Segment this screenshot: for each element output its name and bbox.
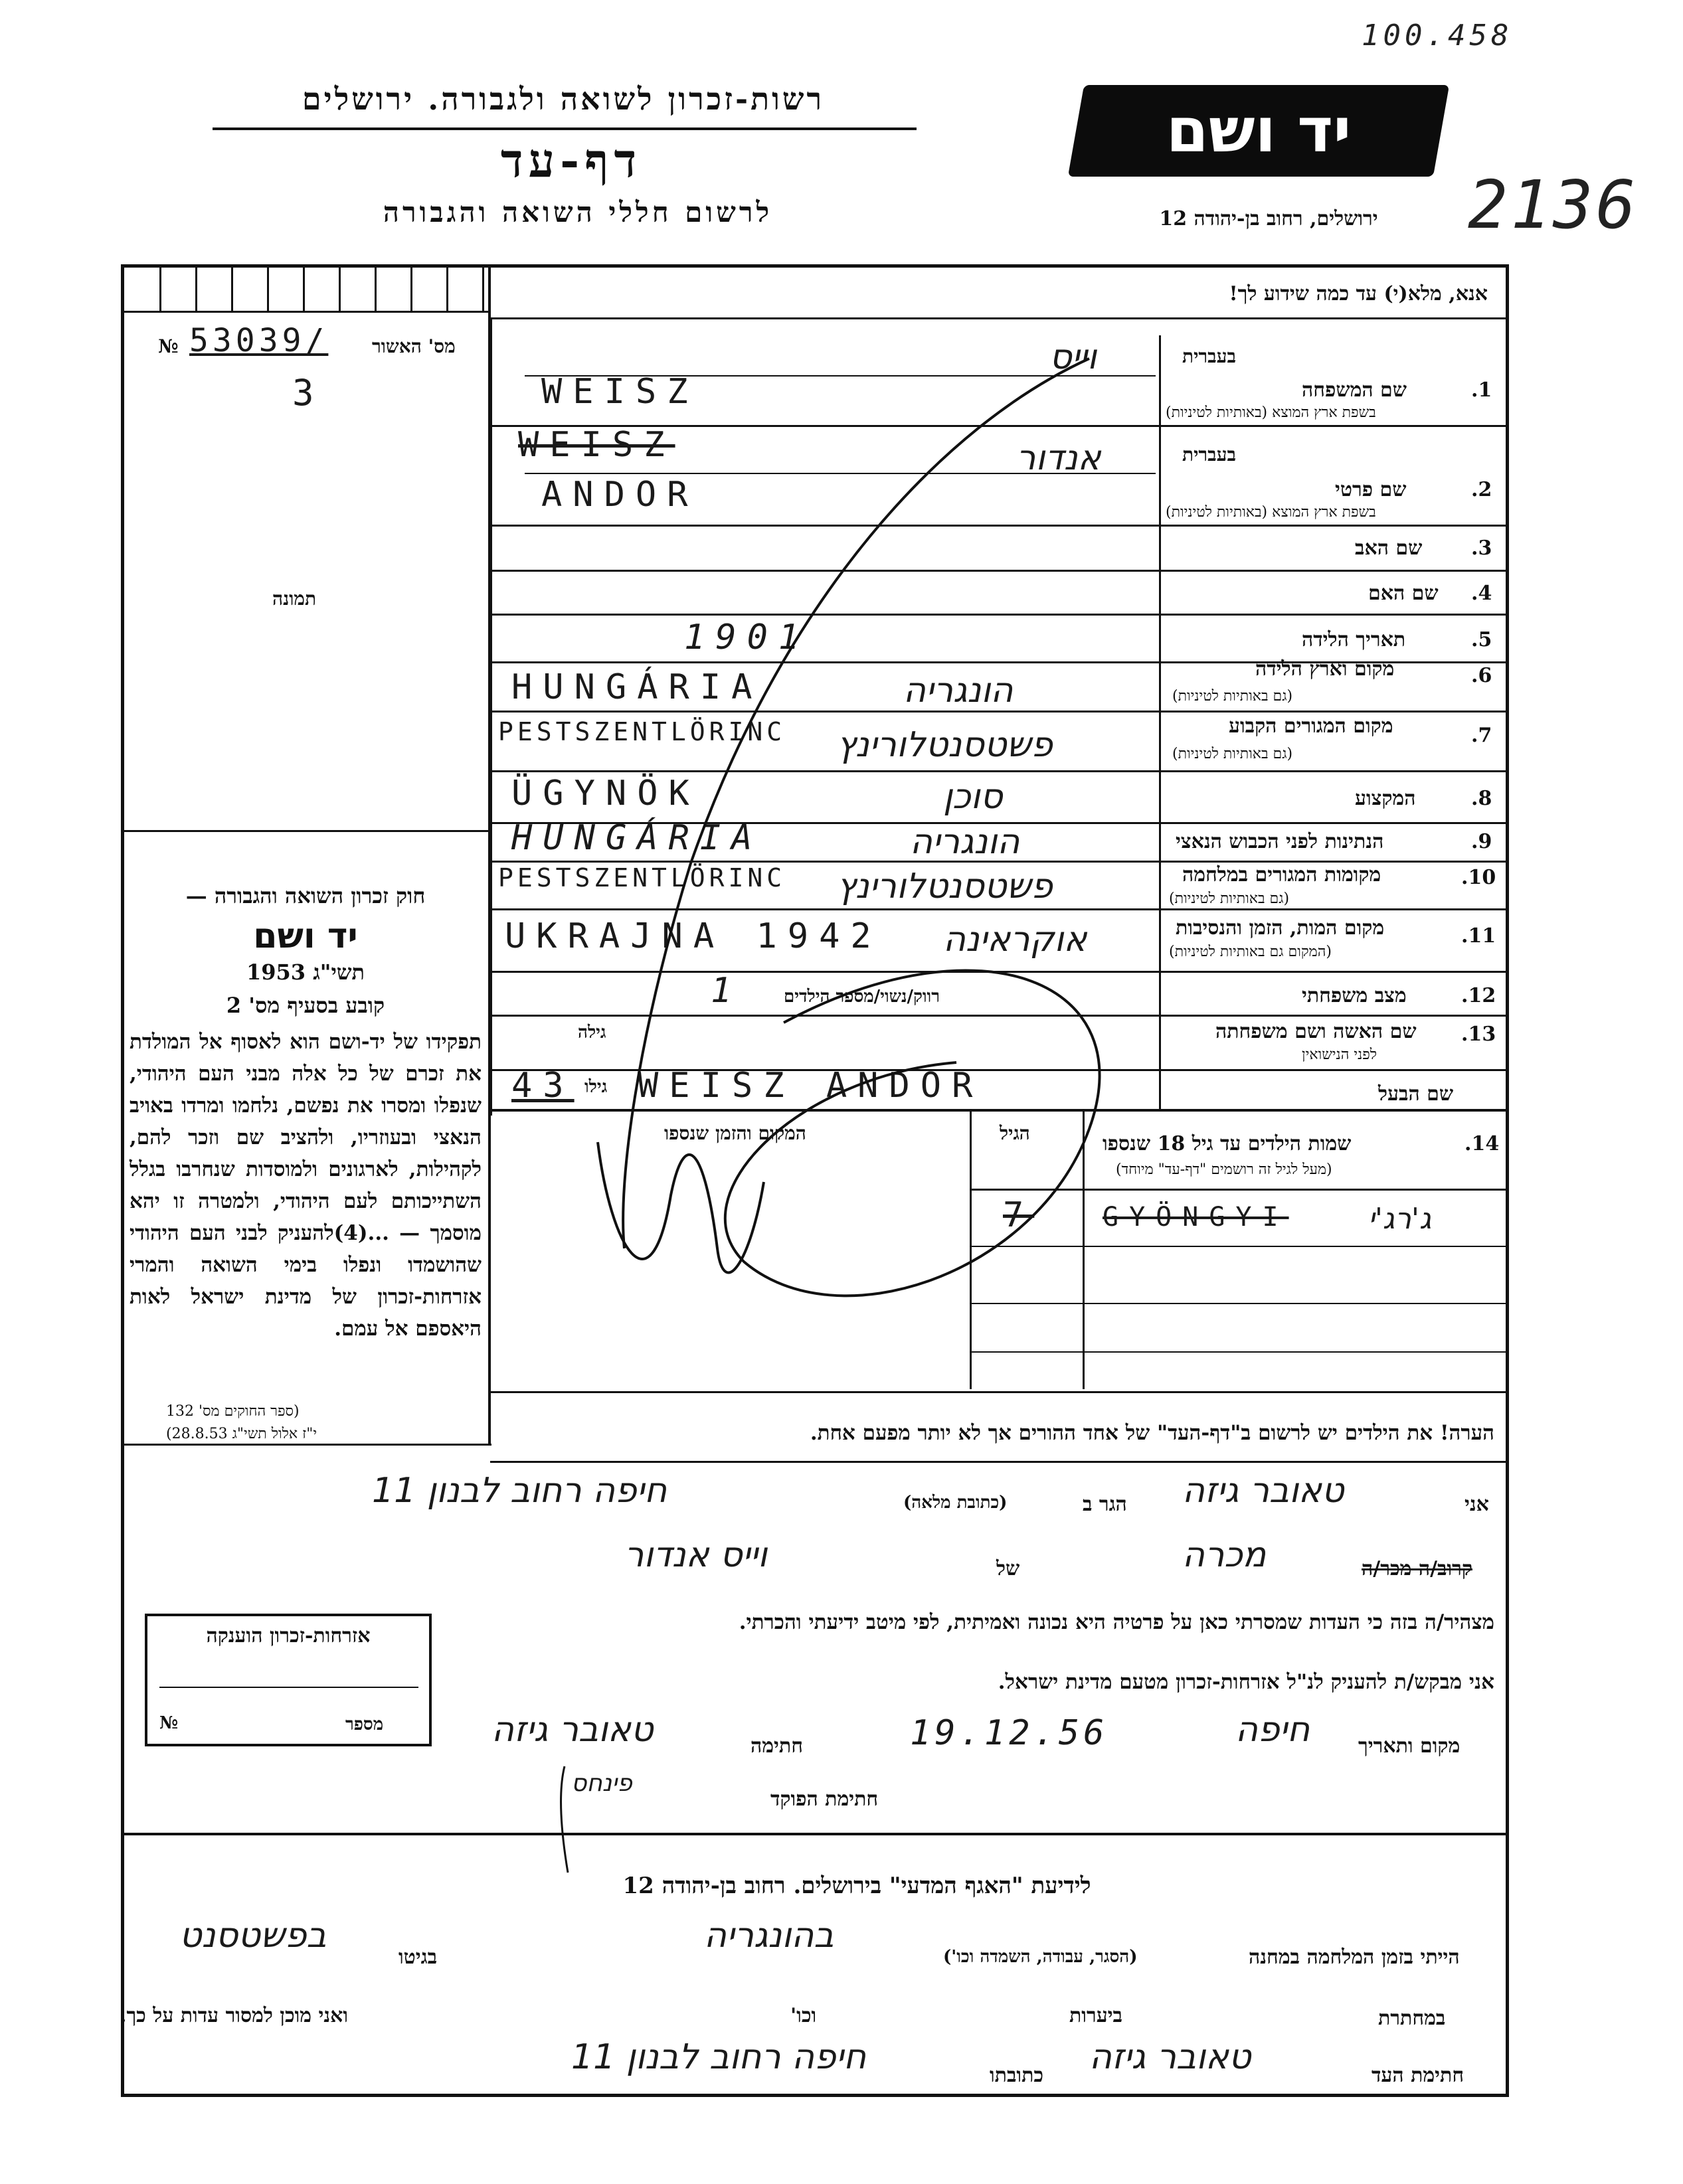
field-11-sub: (המקום גם באותיות לטיניות) xyxy=(1169,944,1332,960)
camp-value: בהונגריה xyxy=(704,1916,834,1956)
logo-text: יד ושם xyxy=(1166,95,1352,166)
wife-age-label: גילה xyxy=(578,1023,606,1043)
ghetto-label: בגיטו xyxy=(399,1946,438,1969)
official-signature: פינחס xyxy=(571,1770,632,1797)
decl-full-address: (כתובת מלאה) xyxy=(903,1493,1008,1513)
decl-place-date-label: מקום ותאריך xyxy=(1358,1734,1461,1758)
field-12-value: 1 xyxy=(711,971,743,1011)
citizenship-title: אזרחות-זכרון הוענקה xyxy=(206,1624,371,1647)
decl-address: חיפה רחוב לבנון 11 xyxy=(372,1471,667,1511)
approval-no: № xyxy=(158,335,179,357)
form-title: דף-עד xyxy=(500,133,642,188)
field-8-label: המקצוע xyxy=(1355,787,1416,810)
field-2-value-he: אנדור xyxy=(1016,438,1101,478)
field-5-num: 5. xyxy=(1471,628,1492,651)
approval-label: מס' האשור xyxy=(372,335,456,357)
field-11-num: 11. xyxy=(1461,924,1496,948)
handwritten-number: 2136 xyxy=(1468,166,1639,244)
approval-sub-number: 3 xyxy=(292,372,325,414)
photo-label: תמונה xyxy=(272,588,317,610)
field-3-num: 3. xyxy=(1471,537,1492,560)
field-5-label: תאריך הלידה xyxy=(1302,628,1406,651)
field-7-sub: (גם באותיות לטיניות) xyxy=(1172,746,1293,762)
field-7-value-he: פשטסנטלורינץ xyxy=(837,725,1053,765)
ghetto-value: בפשטסנט xyxy=(179,1916,327,1956)
field-8-value-he: סוכן xyxy=(943,777,1003,817)
hiding-label: במחתרת xyxy=(1378,2007,1446,2030)
field-7-label: מקום המגורים הקבוע xyxy=(1229,714,1393,738)
forests-label: ביערות xyxy=(1069,2004,1123,2027)
child-1-name-he: ג'רג'י xyxy=(1368,1202,1432,1236)
child-1-name-latin: GYÖNGYI xyxy=(1103,1202,1289,1232)
approval-number: 53039/ xyxy=(189,322,329,359)
field-6-value-he: הונגריה xyxy=(903,671,1014,711)
field-8-value-latin: ÜGYNÖK xyxy=(511,774,700,813)
law-title: חוק זכרון השואה והגבורה — xyxy=(185,883,426,908)
citizenship-no: № xyxy=(159,1713,179,1733)
field-1-num: 1. xyxy=(1471,378,1492,402)
law-ref-1: (ספר החוקים מס' 132 xyxy=(166,1403,300,1420)
etc-label: וכו' xyxy=(790,2004,817,2027)
child-1-age: 7 xyxy=(1003,1195,1035,1235)
field-3-label: שם האב xyxy=(1355,537,1423,560)
field-7-value-latin: PESTSZENTLÖRINC xyxy=(498,717,786,746)
field-5-value: 1901 xyxy=(684,618,810,657)
field-12-options: רווק/נשוי/מספר הילדים xyxy=(784,987,940,1007)
husband-name: WEISZ ANDOR xyxy=(638,1066,984,1106)
law-clause: קובע בסעיף מס' 2 xyxy=(226,993,385,1018)
field-13-sub: לפני הנישואין xyxy=(1302,1047,1377,1063)
field-1-hebrew-tag: בעברית xyxy=(1182,345,1237,367)
field-8-num: 8. xyxy=(1471,787,1492,810)
field-4-num: 4. xyxy=(1471,582,1492,605)
decl-of: של xyxy=(996,1557,1020,1580)
decl-of-name: וייס אנדור xyxy=(624,1535,768,1575)
field-10-value-he: פשטסנטלורינץ xyxy=(837,867,1053,906)
field-13-label: שם האשה ושם משפחתה xyxy=(1215,1020,1417,1043)
field-9-value-he: הונגריה xyxy=(910,822,1020,862)
field-6-sub: (גם באותיות לטיניות) xyxy=(1172,688,1293,705)
field-10-num: 10. xyxy=(1461,866,1496,889)
witness-sig-label: חתימת העד xyxy=(1372,2064,1464,2087)
field-11-value-latin: UKRAJNA 1942 xyxy=(505,916,882,956)
law-text: תפקידו של יד-ושם הוא לאסוף אל המולדת את זכרם של כל אלה מבני העם היהודי, שנפלו ומסרו את נפשם, נלחמו ומרדו באויב הנאצי ובעוזריו, ולהציב שם וזכר להם, לקהילות, לארגונים ולמוסדות שנחרבו בגלל השתייכותם לעם היהודי, ולמטרה זו יהא מוסמך — ...(4)להעניק לבני העם היהודי שהושמדו ונפלו בימי השואה והמרי אזרחות-זכרון של מדינת ישראל לאות היאספם אל עמם. xyxy=(130,1030,482,1341)
field-13-num: 13. xyxy=(1461,1023,1496,1046)
bottom-title: לידיעת "האגף המדעי" בירושלים. רחוב בן-יהודה 12 xyxy=(622,1873,1091,1899)
field-4-label: שם האם xyxy=(1368,582,1439,605)
law-name: יד ושם xyxy=(253,916,358,956)
official-label: חתימת הפוקד xyxy=(770,1788,879,1811)
field-9-value-latin: HUNGÁRIA xyxy=(511,818,763,858)
field-1-label: שם המשפחה xyxy=(1302,378,1407,402)
witness-address: חיפה רחוב לבנון 11 xyxy=(571,2037,867,2077)
field-10-value-latin: PESTSZENTLÖRINC xyxy=(498,863,786,892)
field-14-sub: (מעל לגיל זה רושמים "דף-עד" מיוחד) xyxy=(1116,1161,1332,1178)
husband-label: שם הבעל xyxy=(1378,1082,1454,1106)
field-11-value-he: אוקראינה xyxy=(943,920,1087,960)
field-2-hebrew-tag: בעברית xyxy=(1182,444,1237,465)
husband-age: 43 xyxy=(511,1066,575,1106)
citizenship-number-label: מספר xyxy=(345,1715,384,1734)
witness-address-label: כתובתו xyxy=(990,2064,1044,2087)
authority-line: רשות-זכרון לשואה ולגבורה. ירושלים xyxy=(302,81,825,117)
camp-label: הייתי בזמן המלחמה במחנה xyxy=(1249,1946,1460,1969)
decl-relation: מכרה xyxy=(1182,1535,1267,1575)
archive-number: 100.458 xyxy=(1362,19,1513,52)
field-9-label: הנתינות לפני הכבוש הנאצי xyxy=(1176,830,1384,853)
decl-statement: מצהיר/ה בזה כי העדות שמסרתי כאן על פרטיה היא נכונה ואמיתית, לפי מיטב ידיעתי והכרתי. xyxy=(739,1610,1494,1634)
decl-relative: קרוב/ה מכר/ה xyxy=(1362,1557,1472,1580)
ready-label: ואני מוכן למסור עדות על כך. xyxy=(120,2004,349,2027)
decl-date: 19.12.56 xyxy=(910,1713,1108,1753)
field-10-label: מקומות המגורים במלחמה xyxy=(1182,863,1381,886)
field-2-struck: WEISZ xyxy=(518,425,675,465)
field-6-num: 6. xyxy=(1471,664,1492,687)
field-2-sub: בשפת ארץ המוצא (באותיות לטיניות) xyxy=(1166,504,1376,521)
field-7-num: 7. xyxy=(1471,724,1492,747)
form-subtitle: לרשום חללי השואה והגבורה xyxy=(383,196,773,228)
field-6-label: מקום וארץ הלידה xyxy=(1255,657,1395,681)
field-14-num: 14. xyxy=(1464,1132,1500,1155)
field-6-value-latin: HUNGÁRIA xyxy=(511,667,763,707)
decl-signature: טאובר גיזה xyxy=(491,1710,654,1750)
decl-sig-label: חתימה xyxy=(751,1734,803,1758)
law-year: תשי"ג 1953 xyxy=(246,960,365,985)
decl-i: אני xyxy=(1464,1493,1489,1516)
camp-types: (הסגר, עבודה, השמדה וכו') xyxy=(943,1947,1138,1967)
field-1-value-he: וייס xyxy=(1049,337,1097,377)
decl-place: חיפה xyxy=(1235,1710,1310,1750)
intro-text: אנא, מלא(י) עד כמה שידוע לך! xyxy=(1229,282,1488,305)
note: הערה! את הילדים יש לרשום ב"דף-העד" של אחד ההורים אך לא יותר מפעם אחת. xyxy=(810,1421,1494,1445)
field-9-num: 9. xyxy=(1471,830,1492,853)
field-2-value-latin: ANDOR xyxy=(541,475,699,515)
law-ref-2: י"ז אלול תשי"ג 28.8.53) xyxy=(166,1426,317,1442)
address: ירושלים, רחוב בן-יהודה 12 xyxy=(1159,207,1378,230)
field-12-num: 12. xyxy=(1461,984,1496,1007)
field-11-label: מקום המות, הזמן והנסיבות xyxy=(1176,916,1385,940)
decl-name: טאובר גיזה xyxy=(1182,1471,1344,1511)
children-age-header: הגיל xyxy=(1000,1122,1030,1144)
decl-request: אני מבקש/ת להעניק לנ"ל אזרחות-זכרון מטעם מדינת ישראל. xyxy=(998,1670,1494,1694)
field-12-label: מצב משפחתי xyxy=(1302,984,1407,1007)
field-1-sub: בשפת ארץ המוצא (באותיות לטיניות) xyxy=(1166,404,1376,421)
field-14-label: שמות הילדים עד גיל 18 שנספו xyxy=(1103,1132,1352,1155)
decl-residing: הגר ב xyxy=(1083,1493,1127,1516)
field-10-sub: (גם באותיות לטיניות) xyxy=(1169,890,1290,907)
children-place-header: המקום והזמן שנספו xyxy=(664,1122,806,1144)
husband-age-label: גילו xyxy=(584,1077,608,1097)
field-2-num: 2. xyxy=(1471,478,1492,501)
field-1-value-latin: WEISZ xyxy=(541,372,699,412)
field-2-label: שם פרטי xyxy=(1335,478,1407,501)
witness-sig: טאובר גיזה xyxy=(1089,2037,1251,2077)
